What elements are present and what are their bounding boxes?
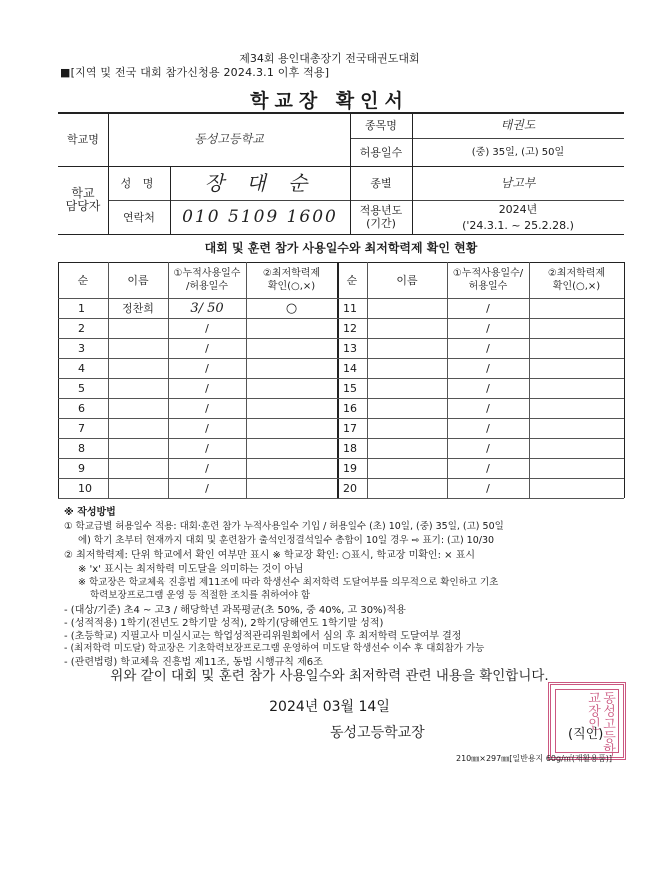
table-cell-num: 4 (78, 361, 85, 375)
table-cell-days: / (486, 301, 490, 315)
table-cell-days: / (486, 401, 490, 415)
confirm-sentence: 위와 같이 대회 및 훈련 참가 사용일수와 최저학력 관련 내용을 확인합니다. (110, 668, 549, 684)
name-label: 성 명 (120, 176, 158, 190)
table-cell-days: / (205, 381, 209, 395)
note-5: - (대상/기준) 초4 ~ 고3 / 해당학년 과목평균(초 50%, 중 40%, 고 30%)적용 (64, 605, 406, 616)
table-cell-days: / (205, 441, 209, 455)
table-cell-academic (246, 438, 337, 458)
manager-name: 장 대 순 (204, 170, 316, 195)
school-value: 동성고등학교 (194, 131, 264, 146)
gender-label: 종별 (370, 176, 392, 190)
table-cell-num: 7 (78, 421, 85, 435)
event-value: 태권도 (500, 117, 536, 132)
table-cell-days: / (205, 341, 209, 355)
table-cell-name (108, 398, 168, 418)
paper-spec: 210㎜×297㎜[일반용지 60g/㎡(재활용품)] (456, 754, 613, 763)
table-cell-academic (246, 418, 337, 438)
note-7: - (초등학교) 지필고사 미실시교는 학업성적관리위원회에서 심의 후 최저학력 도달여부 결정 (64, 631, 462, 642)
table-cell-days: / (486, 381, 490, 395)
gender-value: 남고부 (500, 175, 536, 190)
header-academic-right: ②최저학력제 확인(○,×) (547, 268, 606, 292)
header-num-right: 순 (346, 273, 358, 287)
table-cell-name (108, 478, 168, 498)
days-label: 허용일수 (359, 145, 403, 159)
table-cell-academic (529, 378, 624, 398)
table-cell-days: / (486, 361, 490, 375)
header-name: 이름 (127, 273, 149, 287)
table-cell-academic (246, 378, 337, 398)
official-seal-icon (548, 682, 626, 760)
table-cell-academic (246, 398, 337, 418)
table-cell-name (367, 418, 447, 438)
table-cell-num: 19 (343, 461, 357, 475)
table-cell-num: 8 (78, 441, 85, 455)
table-cell-days: / (205, 481, 209, 495)
table-cell-name (367, 378, 447, 398)
table-cell-num: 18 (343, 441, 357, 455)
seal-lettering: 동성고등학교장인 (585, 691, 615, 756)
table-cell-days: / (486, 441, 490, 455)
table-cell-name (367, 438, 447, 458)
table-cell-num: 9 (78, 461, 85, 475)
table-cell-days: / (205, 461, 209, 475)
contact-value: 010 5109 1600 (182, 206, 338, 227)
table-cell-academic (529, 478, 624, 498)
table-cell-name (367, 358, 447, 378)
form-note: ■[지역 및 전국 대회 참가신청용 2024.3.1 이후 적용] (60, 66, 330, 79)
table-cell-days: 3/ 50 (190, 300, 224, 316)
notes-heading: ※ 작성방법 (64, 507, 116, 518)
table-cell-academic (246, 358, 337, 378)
header-days: ①누적사용일수 /허용일수 (173, 268, 241, 292)
table-cell-name (367, 458, 447, 478)
event-name: 제34회 용인대총장기 전국태권도대회 (239, 52, 420, 65)
header-num: 순 (77, 273, 89, 287)
year-value: 2024년 (498, 202, 538, 216)
table-cell-name: 정찬희 (122, 301, 154, 315)
header-days-right: ①누적사용일수/ 허용일수 (452, 268, 524, 292)
table-cell-days: / (486, 461, 490, 475)
note-6: - (성적적용) 1학기(전년도 2학기말 성적), 2학기(당해연도 1학기말 성적) (64, 618, 384, 629)
table-cell-days: / (205, 321, 209, 335)
manager-label: 학교 담당자 (65, 186, 101, 213)
table-cell-name (367, 478, 447, 498)
table-cell-academic (529, 438, 624, 458)
header-academic: ②최저학력제 확인(○,×) (262, 268, 321, 292)
table-cell-num: 11 (343, 301, 357, 315)
table-cell-num: 1 (78, 301, 85, 315)
seal-label: (직인) (568, 727, 604, 742)
table-cell-num: 20 (343, 481, 357, 495)
table-cell-academic (529, 418, 624, 438)
table-cell-name (108, 318, 168, 338)
confirm-date: 2024년 03월 14일 (269, 699, 390, 715)
school-label: 학교명 (67, 132, 99, 146)
table-cell-days: / (486, 321, 490, 335)
table-cell-name (367, 298, 447, 318)
header-name-right: 이름 (396, 273, 418, 287)
table-cell-num: 10 (78, 481, 92, 495)
table-cell-name (108, 438, 168, 458)
contact-label: 연락처 (123, 210, 155, 224)
table-cell-name (367, 318, 447, 338)
table-cell-num: 14 (343, 361, 357, 375)
note-2: ② 최저학력제: 단위 학교에서 확인 여부만 표시 ※ 학교장 확인: ○표시, 학교장 미확인: × 표시 (64, 550, 476, 561)
table-cell-num: 2 (78, 321, 85, 335)
table-cell-academic (529, 358, 624, 378)
table-cell-name (367, 398, 447, 418)
table-cell-academic (246, 478, 337, 498)
table-cell-academic: ○ (285, 300, 298, 316)
table-cell-academic (529, 298, 624, 318)
table-cell-days: / (486, 421, 490, 435)
table-cell-name (367, 338, 447, 358)
table-cell-name (108, 338, 168, 358)
table-cell-num: 5 (78, 381, 85, 395)
table-cell-academic (246, 338, 337, 358)
table-cell-days: / (486, 481, 490, 495)
table-cell-days: / (486, 341, 490, 355)
table-cell-days: / (205, 401, 209, 415)
table-cell-num: 16 (343, 401, 357, 415)
table-cell-name (108, 458, 168, 478)
table-cell-num: 15 (343, 381, 357, 395)
table-cell-name (108, 358, 168, 378)
note-1b: 에) 학기 초부터 현재까지 대회 및 훈련참가 출석인정결석일수 총합이 10일 경우 ⇨ 표기: (고) 10/30 (78, 535, 495, 546)
note-3: ※ 'x' 표시는 최저학력 미도달을 의미하는 것이 아님 (78, 564, 304, 575)
note-4: ※ 학교장은 학교체육 진흥법 제11조에 따라 학생선수 최저학력 도달여부를 의무적으로 확인하고 기초 (78, 577, 499, 588)
table-cell-num: 13 (343, 341, 357, 355)
table-cell-academic (246, 318, 337, 338)
table-cell-academic (529, 458, 624, 478)
table-cell-academic (529, 318, 624, 338)
days-value: (중) 35일, (고) 50일 (471, 146, 565, 158)
note-8: - (최저학력 미도달) 학교장은 기초학력보장프로그램 운영하여 미도달 학생선수 이수 후 대회참가 가능 (64, 643, 485, 654)
table-cell-num: 3 (78, 341, 85, 355)
table-cell-academic (529, 398, 624, 418)
table-cell-academic (246, 458, 337, 478)
period-value: ('24.3.1. ~ 25.2.28.) (462, 218, 574, 232)
table-cell-num: 17 (343, 421, 357, 435)
principal-name: 동성고등학교장 (330, 725, 425, 741)
note-9: - (관련법령) 학교체육 진흥법 제11조, 동법 시행규칙 제6조 (64, 657, 323, 668)
table-cell-days: / (205, 421, 209, 435)
year-label: 적용년도 (기간) (359, 204, 403, 230)
status-title: 대회 및 훈련 참가 사용일수와 최저학력제 확인 현황 (204, 240, 478, 255)
table-cell-academic (529, 338, 624, 358)
table-cell-name (108, 378, 168, 398)
note-4b: 학력보장프로그램 운영 등 적절한 조치를 취하여야 함 (90, 590, 311, 601)
table-cell-num: 6 (78, 401, 85, 415)
table-cell-days: / (205, 361, 209, 375)
table-cell-num: 12 (343, 321, 357, 335)
note-1: ① 학교급별 허용일수 적용: 대회·훈련 참가 누적사용일수 기입 / 허용일수 (초) 10일, (중) 35일, (고) 50일 (64, 521, 504, 532)
table-cell-name (108, 418, 168, 438)
event-label: 종목명 (365, 118, 397, 132)
page-title: 학교장 확인서 (250, 90, 409, 112)
